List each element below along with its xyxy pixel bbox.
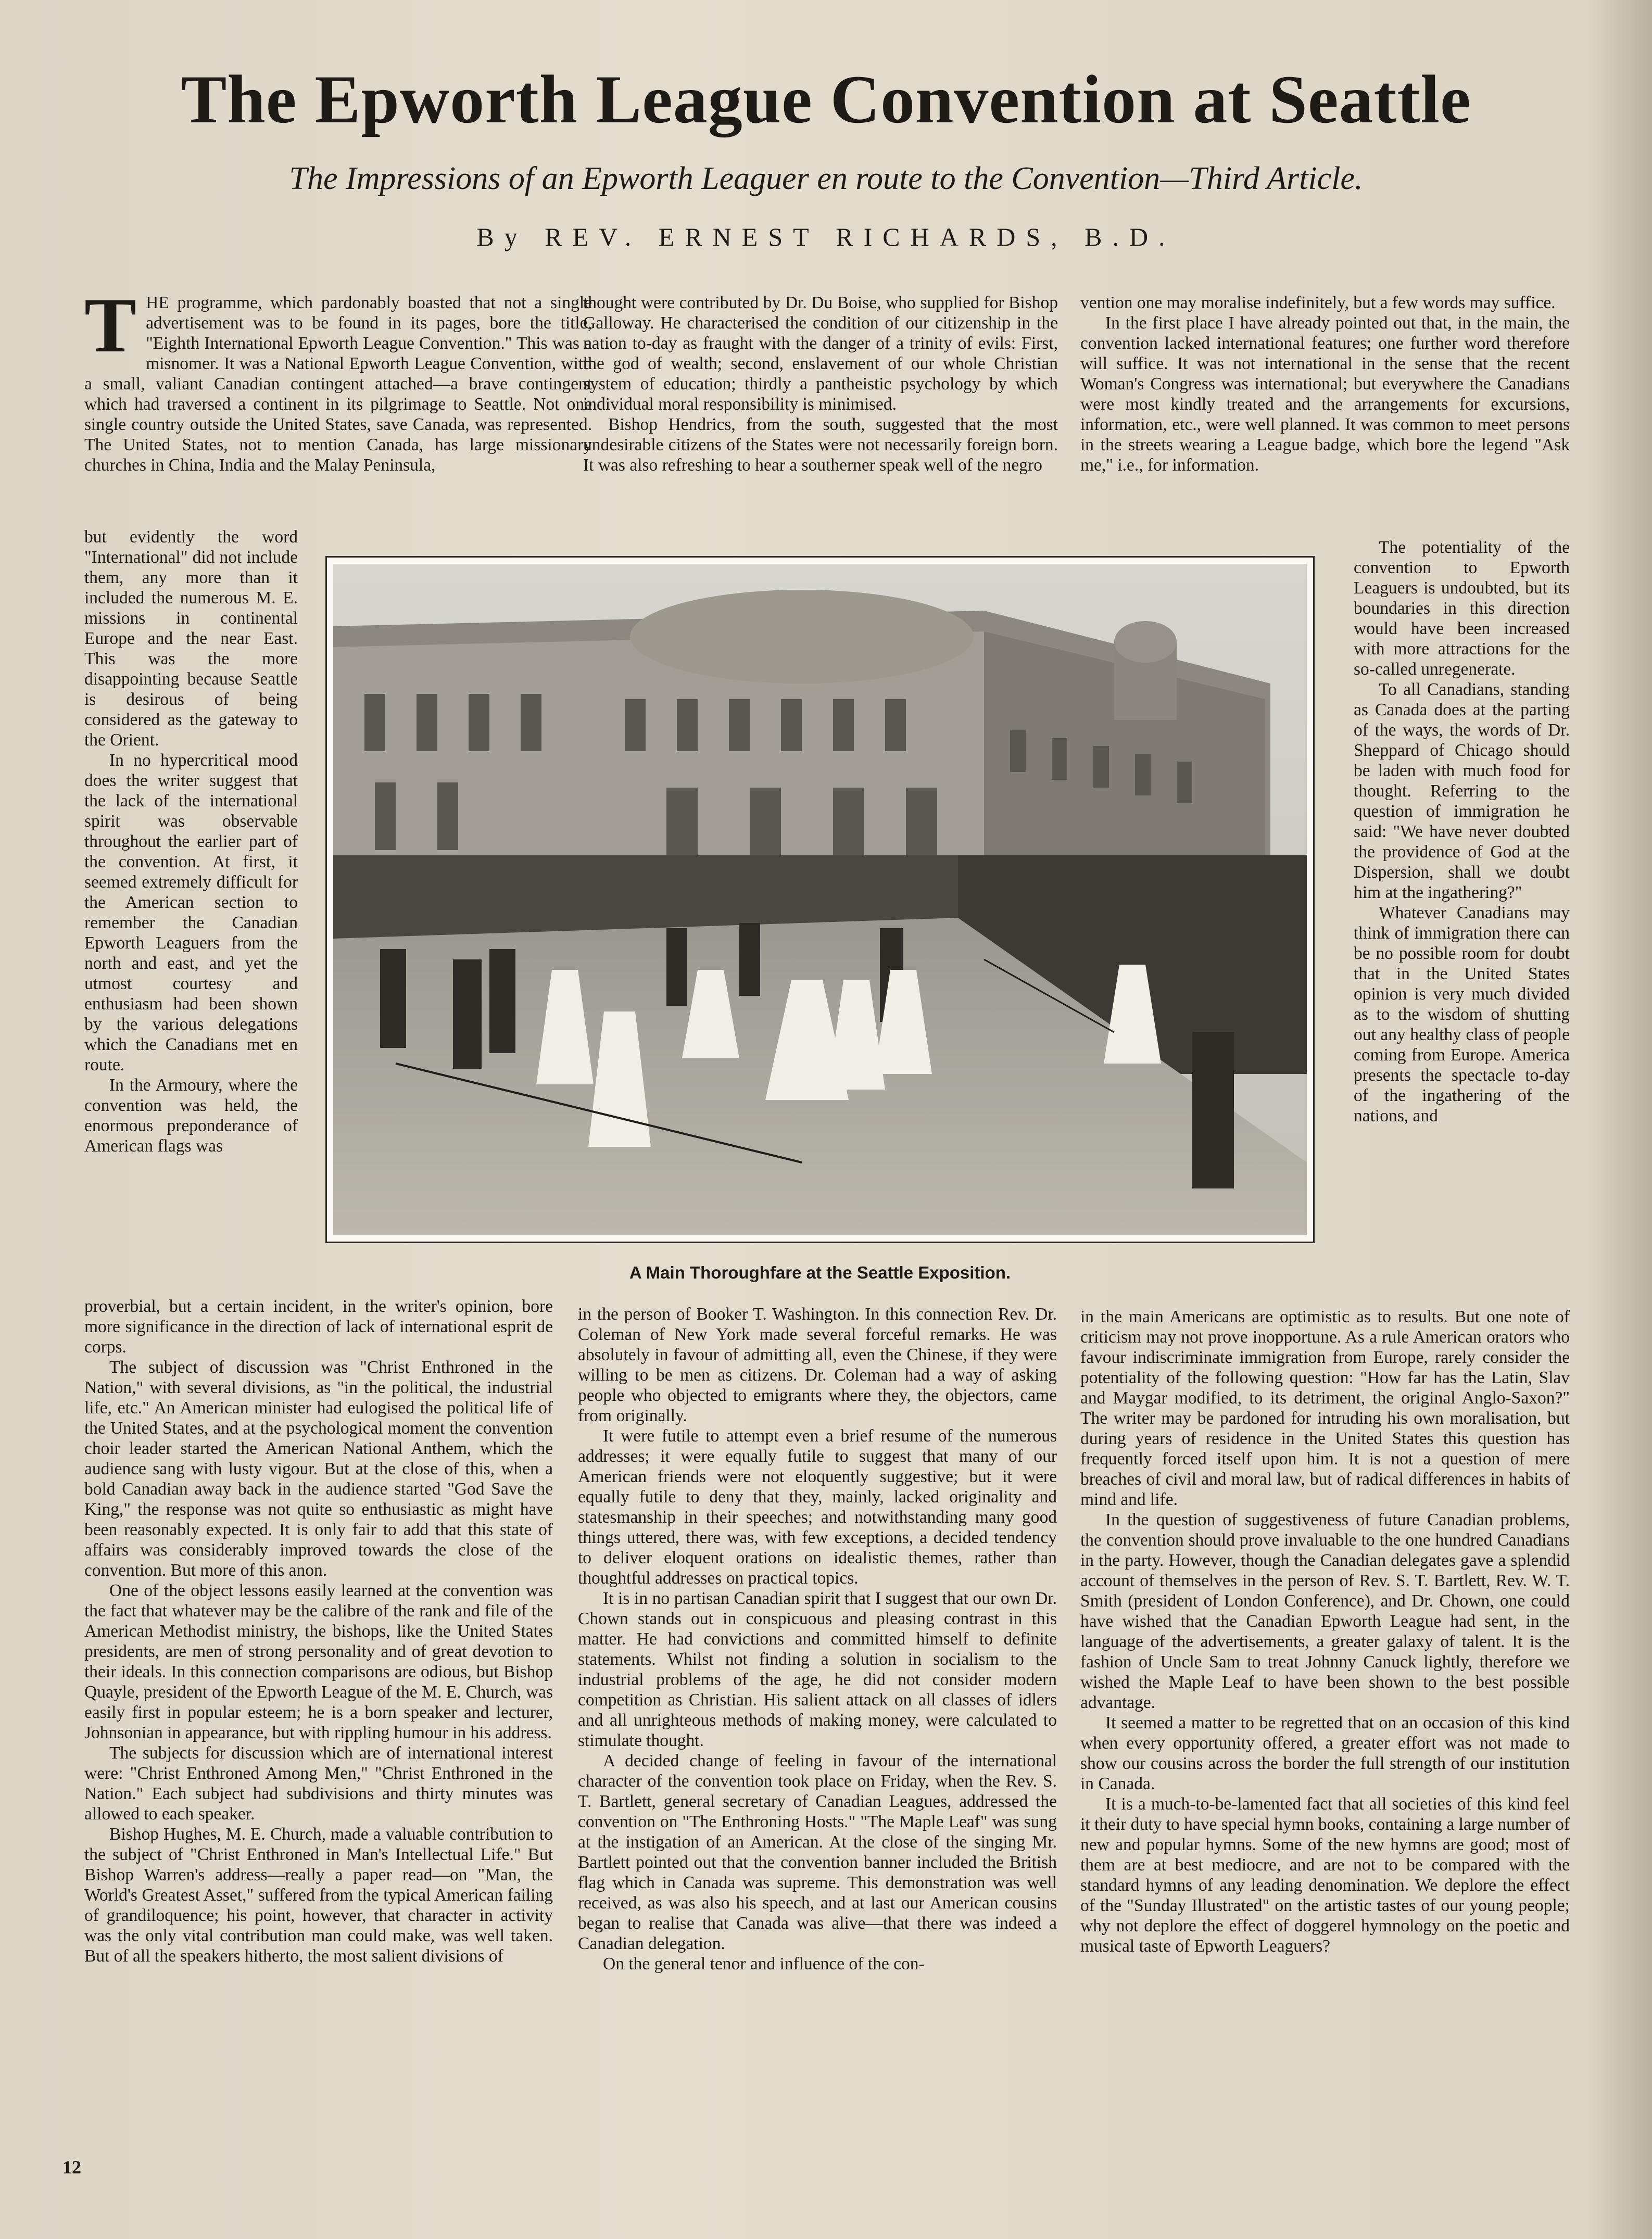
- column-3-bottom: [1080, 1307, 1570, 2166]
- paragraph: THE programme, which pardonably boasted that not a single advertisement was to be found in its pages, bore the title, "Eighth International Epworth League Convention." This was a misnomer. It was a National Epworth League Convention, with a small, valiant Canadian contingent attached—a brave contingent which had traversed a continent in its pilgrimage to Seattle. Not one single country outside the United States, save Canada, was represented. The United States, not to mention Canada, has large missionary churches in China, India and the Malay Peninsula,: [84, 293, 592, 475]
- drop-cap: T: [84, 293, 137, 369]
- paragraph: in the person of Booker T. Washington. In this connection Rev. Dr. Coleman of New York made several forceful remarks. He was absolutely in favour of admitting all, even the Chinese, if they were willing to be men as citizens. Dr. Coleman had a way of asking people who objected to emigrants where they, the objectors, came from originally.: [578, 1305, 1057, 1425]
- paragraph: On the general tenor and influence of the con-: [603, 1954, 925, 1974]
- paragraph: It is a much-to-be-lamented fact that all societies of this kind feel it their duty to have special hymn books, containing a large number of new and popular hymns. Some of the new hymns are good; most of them are at best mediocre, and are not to be compared with the standard hymns of any leading denomination. We deplore the effect of the "Sunday Illustrated" on the artistic tastes of our young people; why not deplore the effect of doggerel hymnology on the poetic and musical taste of Epworth Leaguers?: [1080, 1794, 1570, 1956]
- paragraph: The potentiality of the convention to Epworth Leaguers is undoubted, but its boundaries in this direction would have been increased with more attractions for the so-called unregenerate.: [1354, 538, 1570, 679]
- paragraph: Bishop Hendrics, from the south, suggested that the most undesirable citizens of the States were not necessarily foreign born. It was also refreshing to hear a southerner speak well of the negro: [583, 415, 1058, 475]
- paragraph: In the first place I have already pointed out that, in the main, the convention lacked international features; one further word therefore will suffice. It was not international in the sense that the recent Woman's Congress was international; but everywhere the Canadians were most kindly treated and the arrangements for excursions, information, etc., were well planned. It was common to meet persons in the streets wearing a League badge, which bore the legend "Ask me," i.e., for information.: [1080, 313, 1570, 475]
- paragraph: It were futile to attempt even a brief resume of the numerous addresses; it were equally futile to suggest that many of our American friends were not eloquently suggestive; but it were equally futile to deny that they, mainly, lacked originality and statesmanship in their speeches; and notwithstanding many good things uttered, there was, with few exceptions, a decided tendency to deliver eloquent orations on idealistic themes, rather than thoughtful addresses on practical topics.: [578, 1426, 1057, 1588]
- column-1-wrap: [84, 527, 298, 1297]
- paragraph: In no hypercritical mood does the writer suggest that the lack of the international spirit was observable throughout the earlier part of the convention. At first, it seemed extremely difficult for the American section to remember the Canadian Epworth Leaguers from the north and east, and yet the utmost courtesy and enthusiasm had been shown by the various delegations which the Canadians met en route.: [84, 751, 298, 1074]
- paragraph: It seemed a matter to be regretted that on an occasion of this kind when every opportunity offered, a greater effort was not made to show our cousins across the border the full strength of our institution in Canada.: [1080, 1713, 1570, 1793]
- photo-caption: A Main Thoroughfare at the Seattle Exposition.: [629, 1263, 1011, 1282]
- paragraph: To all Canadians, standing as Canada does at the parting of the ways, the words of Dr. Sheppard of Chicago should be laden with much food for thought. Referring to the question of immigration he said: "We have never doubted the providence of God at the Dispersion, shall we doubt him at the ingathering?": [1354, 680, 1570, 902]
- paragraph: One of the object lessons easily learned at the convention was the fact that whatever may be the calibre of the rank and file of the American Methodist ministry, the bishops, like the United States presidents, are men of strong personality and of great devotion to their ideals. In this connection comparisons are odious, but Bishop Quayle, president of the Epworth League of the M. E. Church, was easily first in popular esteem; he is a born speaker and lecturer, Johnsonian in appearance, but with rippling humour in his address.: [84, 1581, 553, 1742]
- column-1-top: [84, 293, 592, 527]
- column-3-top: [1080, 293, 1570, 540]
- column-2-top: [583, 293, 1058, 537]
- author-byline: By REV. ERNEST RICHARDS, B.D.: [476, 222, 1176, 251]
- column-3-wrap: [1354, 537, 1570, 1310]
- paragraph: In the question of suggestiveness of future Canadian problems, the convention should prove invaluable to the one hundred Canadians in the party. However, though the Canadian delegates gave a splendid account of themselves in the person of Rev. S. T. Bartlett, Rev. W. T. Smith (president of London Conference), and Dr. Chown, one could have wished that the Canadian Epworth League had sent, in the language of the advertisements, a greater galaxy of talent. It is the fashion of Uncle Sam to treat Johnny Canuck lightly, therefore we wished the Maple Leaf to have been shown to the best possible advantage.: [1080, 1510, 1570, 1712]
- paragraph: vention one may moralise indefinitely, but a few words may suffice.: [1080, 293, 1556, 312]
- paragraph: In the Armoury, where the convention was held, the enormous preponderance of American flags was: [84, 1076, 298, 1156]
- page-number: 12: [62, 2157, 81, 2178]
- paragraph: The subjects for discussion which are of international interest were: "Christ Enthroned Among Men," "Christ Enthroned in the Nation." Each subject had subdivisions and thirty minutes was allowed to each speaker.: [84, 1743, 553, 1824]
- paragraph: The subject of discussion was "Christ Enthroned in the Nation," with several divisions, as "in the political, the industrial life, etc." An American minister had eulogised the political life of the United States, and at the psychological moment the convention choir leader started the American National Anthem, which the audience sang with lusty vigour. But at the close of this, when a bold Canadian away back in the audience started "God Save the King," the response was not quite so enthusiastic as might have been reasonably expected. It is only fair to add that this state of affairs was considerably improved towards the close of the convention. But more of this anon.: [84, 1358, 553, 1580]
- paragraph: in the main Americans are optimistic as to results. But one note of criticism may not prove inopportune. As a rule American orators who favour indiscriminate immigration from Europe, rarely consider the potentiality of the following question: "How far has the Latin, Slav and Maygar modified, to its detriment, the original Anglo-Saxon?" The writer may be pardoned for intruding his own moralisation, but during years of residence in the United States this question has frequently forced itself upon him. It is not a question of mere breaches of civil and moral law, but of radical differences in habits of mind and life.: [1080, 1307, 1570, 1509]
- paragraph: proverbial, but a certain incident, in the writer's opinion, bore more significance in the direction of lack of international esprit de corps.: [84, 1297, 553, 1357]
- paragraph: thought were contributed by Dr. Du Boise, who supplied for Bishop Galloway. He characterised the condition of our citizenship in the nation to-day as fraught with the danger of a trinity of evils: First, the god of wealth; second, enslavement of our whole Christian system of education; thirdly a pantheistic psychology by which individual moral responsibility is minimised.: [583, 293, 1058, 414]
- column-1-bottom: [84, 1296, 553, 2155]
- paragraph: A decided change of feeling in favour of the international character of the convention took place on Friday, when the Rev. S. T. Bartlett, general secretary of Canadian Leagues, addressed the convention on "The Enthroning Hosts." "The Maple Leaf" was sung at the instigation of an American. At the close of the singing Mr. Bartlett pointed out that the convention banner included the British flag which in Canada was supreme. This demonstration was well received, as was also his speech, and at last our American cousins began to realise that Canada was alive—that there was indeed a Canadian delegation.: [578, 1751, 1057, 1953]
- exposition-photo: [325, 556, 1315, 1243]
- column-2-bottom: [578, 1304, 1057, 2163]
- article-subtitle: The Impressions of an Epworth Leaguer en route to the Convention—Third Article.: [289, 161, 1363, 196]
- exposition-photo-image: [333, 564, 1307, 1235]
- paragraph: It is in no partisan Canadian spirit that I suggest that our own Dr. Chown stands out in conspicuous and pleasing contrast in this matter. He had convictions and committed himself to definite statements. Whilst not finding a solution in socialism to the industrial problems of the age, he did not consider modern competition as Christian. His salient attack on all classes of idlers and all unrighteous methods of making money, were calculated to stimulate thought.: [578, 1589, 1057, 1750]
- article-title: The Epworth League Convention at Seattle: [181, 61, 1471, 137]
- paragraph: Bishop Hughes, M. E. Church, made a valuable contribution to the subject of "Christ Enthroned in Man's Intellectual Life." But Bishop Warren's address—really a paper read—on "Man, the World's Greatest Asset," suffered from the typical American failing of grandiloquence; his point, however, that character in activity was the only vital contribution man could make, was well taken. But of all the speakers hitherto, the most salient divisions of: [84, 1825, 553, 1966]
- paragraph: but evidently the word "International" did not include them, any more than it included the numerous M. E. missions in continental Europe and the near East. This was the more disappointing because Seattle is desirous of being considered as the gateway to the Orient.: [84, 527, 298, 750]
- paragraph: Whatever Canadians may think of immigration there can be no possible room for doubt that in the United States opinion is very much divided as to the wisdom of shutting out any healthy class of people coming from Europe. America presents the spectacle to-day of the ingathering of the nations, and: [1354, 903, 1570, 1125]
